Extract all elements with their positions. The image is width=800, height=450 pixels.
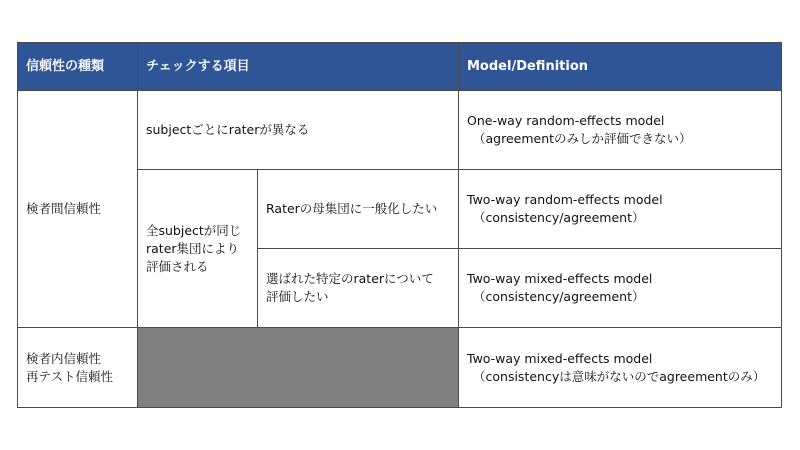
intra-rater-label: 検者内信頼性 — [26, 350, 102, 366]
header-check-item: チェックする項目 — [138, 43, 459, 91]
check-item-text: 選ばれた特定のraterについて — [266, 271, 434, 286]
model-name: One-way random-effects model — [467, 113, 665, 128]
model-name: Two-way mixed-effects model — [467, 350, 653, 366]
same-rater-line: 評価される — [146, 258, 209, 274]
same-rater-cell — [138, 170, 258, 328]
model-cell — [459, 91, 782, 170]
table-row — [18, 328, 782, 408]
not-applicable-cell — [138, 328, 459, 408]
model-definition: （agreementのみしか評価できない） — [473, 131, 692, 146]
model-name: Two-way random-effects model — [467, 192, 663, 207]
check-item-cell — [138, 91, 459, 170]
same-rater-line: rater集団により — [146, 240, 240, 256]
model-cell — [459, 170, 782, 249]
model-definition: （consistency/agreement） — [473, 289, 645, 304]
header-row — [18, 43, 782, 91]
check-item-cell — [258, 249, 459, 328]
model-name: Two-way mixed-effects model — [467, 271, 653, 286]
same-rater-line: 全subjectが同じ — [146, 222, 242, 238]
test-retest-label: 再テスト信頼性 — [26, 368, 114, 384]
table-row — [18, 91, 782, 170]
model-cell — [459, 328, 782, 408]
header-model-definition: Model/Definition — [459, 43, 782, 91]
check-item-text: Raterの母集団に一般化したい — [266, 201, 438, 216]
model-definition: （consistency/agreement） — [473, 210, 645, 225]
check-item-text: 評価したい — [266, 289, 329, 304]
inter-rater-label-cell — [18, 91, 138, 328]
model-cell — [459, 249, 782, 328]
icc-table — [17, 42, 782, 408]
header-reliability-type: 信頼性の種類 — [18, 43, 138, 91]
check-item-cell — [258, 170, 459, 249]
inter-rater-label: 検者間信頼性 — [26, 201, 102, 216]
check-item-text: subjectごとにraterが異なる — [146, 122, 310, 137]
model-definition: （consistencyは意味がないのでagreementのみ） — [473, 368, 766, 384]
intra-rater-label-cell — [18, 328, 138, 408]
